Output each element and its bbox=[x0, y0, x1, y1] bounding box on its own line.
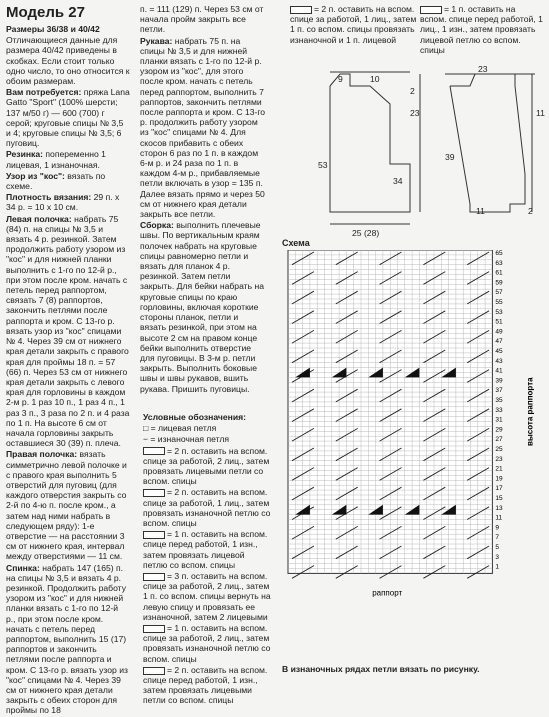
cable-symbol-icon bbox=[420, 6, 442, 14]
row-number: 1 bbox=[495, 563, 500, 571]
paragraph-text: набрать 75 п. на спицы № 3,5 и для нижней планки вязать с 1-го по 12-й р. узором из "кос", для этого после кром. начать с петель перед раппортом, выполнить 7 раппортов, закончить петлями после раппорта и кром. С 13-го р. продолжить работу узором из "кос" спицами № 4. Для скосов прибавить с обеих сторон 6 раз по 1 п. в каждом 6-м р. и 24 раза по 1 п. в каждом 4-м р., прибавляемые петли включать в узор = 135 п. Далее вязать прямо и через 50 см от нижнего края детали закрыть все петли. bbox=[140, 35, 266, 220]
row-number: 39 bbox=[495, 377, 503, 385]
rapport-height-label: высота раппорта bbox=[525, 377, 535, 446]
paragraph bbox=[140, 36, 266, 220]
dim-label: 11 bbox=[536, 108, 545, 118]
legend-text: − = изнаночная петля bbox=[143, 434, 230, 445]
legend-text: = 3 п. оставить на вспом. спице за работой, 2 лиц., затем 1 п. со вспом. спицы вернуть на левую спицу и провязать ее изнаночной, затем 2 лицевыми bbox=[143, 571, 271, 622]
row-number: 17 bbox=[495, 485, 503, 493]
paragraph bbox=[140, 4, 266, 35]
instructions-column-1 bbox=[6, 24, 130, 717]
row-number: 61 bbox=[495, 269, 503, 277]
paragraph-heading: Сборка: bbox=[140, 220, 174, 231]
legend-text: = 2 п. оставить на вспом. спице за работой, 2 лиц., затем провязать лицевыми петли со вспом. спицы bbox=[143, 445, 270, 487]
legend bbox=[143, 412, 271, 707]
row-number: 55 bbox=[495, 299, 503, 306]
row-number: 21 bbox=[495, 465, 503, 473]
row-number: 47 bbox=[495, 338, 503, 346]
paragraph bbox=[6, 87, 130, 148]
row-number: 23 bbox=[495, 455, 503, 463]
paragraph-text: вязать по схеме. bbox=[6, 170, 106, 192]
paragraph bbox=[6, 449, 130, 561]
row-number: 31 bbox=[495, 416, 503, 424]
footnote: В изнаночных рядах петли вязать по рисунку. bbox=[282, 664, 480, 674]
legend-item bbox=[143, 529, 271, 570]
row-number: 41 bbox=[495, 367, 503, 375]
paragraph-heading: Правая полочка: bbox=[6, 449, 78, 460]
row-number: 7 bbox=[495, 534, 500, 542]
paragraph-text: набрать 75 (84) п. на спицы № 3,5 и вязать 4 р. резинкой. Затем продолжить работу узором из "кос" и для нижней планки выполнить с 1-го по 12-й р., при этом после кром. начать с петель перед раппортом, связать 7 (8) раппортов, закончить петлями после раппорта и кром. С 13-го р. вязать узор из "кос" спицами № 4. Через 39 см от нижнего края детали закрыть с правого края для проймы 18 п. = 57 (66) п. Через 53 см от нижнего края детали закрыть с левого края для горловины в каждом 2-м р. 1 раз 10 п., 1 раз 4 п., 1 раз 3 п., 3 раза по 2 п. и 4 раза по 1 п. На высоте 6 см от начала горловины закрыть оставшиеся 30 (39) п. плеча. bbox=[6, 213, 130, 449]
legend-title: Условные обозначения: bbox=[143, 412, 246, 422]
row-number: 65 bbox=[495, 250, 503, 257]
legend-text: = 2 п. оставить на вспом. спице перед работой, 1 изн., затем провязать лицевыми петли со вспом. спицы bbox=[143, 664, 268, 706]
row-number: 9 bbox=[495, 524, 500, 532]
paragraph-heading: Рукава: bbox=[140, 35, 173, 46]
paragraph-text: вязать симметрично левой полочке и с правого края выполнить 5 отверстий для пуговиц (для каждого отверстия закрыть со 2-й по 4-ю п. после кром., а затем над ними набрать в следующем ряду): 1-е отверстие — на расстоянии 3 см от нижнего края, интервал между отверстиями — 11 см. bbox=[6, 449, 127, 562]
cable-symbol-icon bbox=[143, 573, 165, 581]
dim-label: 23 bbox=[410, 108, 420, 118]
dim-label: 11 bbox=[476, 206, 485, 216]
row-number: 27 bbox=[495, 436, 503, 444]
row-number: 59 bbox=[495, 279, 503, 287]
row-number: 49 bbox=[495, 328, 503, 336]
legend-text: = 1 п. оставить на вспом. спице перед работой, 1 изн., затем провязать лицевой петлю со вспом. спицы bbox=[143, 529, 268, 570]
row-number: 63 bbox=[495, 259, 503, 267]
paragraph-text: выполнить плечевые швы. По вертикальным краям полочек набрать на круговые спицы равномерно петли и вязать для планок 4 р. резинкой. Затем петли закрыть. Для бейки набрать на круговые спицы по краю горловины, включая короткие стороны планок, петли и вязать резинкой, при этом на высоте 2 см на правом конце бейки выполнить отверстие для пуговицы. В 3-м р. петли закрыть. Выполнить боковые швы и швы рукавов, вшить рукава. Пришить пуговицы. bbox=[140, 220, 264, 394]
row-number: 15 bbox=[495, 495, 503, 502]
row-number: 13 bbox=[495, 504, 503, 512]
paragraph-text: п. = 111 (129) п. Через 53 см от начала пройм закрыть все петли. bbox=[140, 4, 264, 35]
legend-item bbox=[143, 571, 271, 622]
legend-text: □ = лицевая петля bbox=[143, 423, 217, 434]
cable-symbol-icon bbox=[143, 489, 165, 497]
row-number: 45 bbox=[495, 348, 503, 355]
cable-symbol-icon bbox=[143, 667, 165, 675]
paragraph-text: попеременно 1 лицевая, 1 изнаночная. bbox=[6, 149, 106, 170]
row-number: 19 bbox=[495, 475, 503, 483]
paragraph bbox=[6, 149, 130, 169]
cable-symbol-icon bbox=[143, 625, 165, 633]
paragraph-heading: Спинка: bbox=[6, 562, 40, 573]
page-title: Модель 27 bbox=[6, 4, 85, 21]
row-number: 37 bbox=[495, 387, 503, 395]
dim-label: 53 bbox=[318, 160, 328, 170]
paragraph-heading: Левая полочка: bbox=[6, 213, 72, 224]
paragraph bbox=[6, 563, 130, 716]
rapport-label: раппорт bbox=[372, 588, 403, 598]
paragraph bbox=[6, 35, 130, 86]
paragraph bbox=[140, 220, 266, 393]
knitting-chart bbox=[282, 250, 547, 662]
row-number: 3 bbox=[495, 553, 500, 561]
paragraph-heading: Резинка: bbox=[6, 149, 43, 160]
dim-label: 25 (28) bbox=[352, 228, 380, 238]
cable-symbol-icon bbox=[143, 447, 165, 455]
chart-heading: Схема bbox=[282, 238, 310, 248]
paragraph bbox=[6, 214, 130, 449]
legend-item bbox=[143, 423, 271, 433]
pattern-schematic bbox=[300, 64, 545, 244]
paragraph bbox=[6, 171, 130, 191]
legend-item bbox=[143, 665, 271, 706]
legend-top-2: = 1 п. оставить на вспом. спице перед работой, 1 лиц., 1 изн., затем провязать лицевой петлю со вспом. спицы bbox=[420, 4, 543, 55]
column-2-text bbox=[140, 4, 266, 394]
paragraph-text: пряжа Lana Gatto "Sport" (100% шерсти; 137 м/50 г) — 600 (700) г серой; круговые спицы № 3,5 и 4; круговые спицы № 3,5; 6 пуговиц. bbox=[6, 87, 130, 149]
paragraph-text: 29 п. x 34 р. = 10 x 10 см. bbox=[6, 192, 120, 213]
paragraph-text: Отличающиеся данные для размера 40/42 приведены в скобках. Если стоит только одно число, то оно относится к обоим размерам. bbox=[6, 35, 130, 87]
row-number: 25 bbox=[495, 446, 503, 453]
dim-label: 2 bbox=[528, 206, 533, 216]
dim-label: 9 bbox=[338, 74, 343, 84]
row-number: 11 bbox=[495, 514, 503, 522]
dim-label: 34 bbox=[393, 176, 403, 186]
paragraph-heading: Вам потребуется: bbox=[6, 87, 82, 98]
column-1-text bbox=[6, 35, 130, 715]
dim-label: 2 bbox=[410, 86, 415, 96]
legend-item bbox=[143, 487, 271, 528]
row-number: 35 bbox=[495, 397, 503, 404]
row-number: 57 bbox=[495, 289, 503, 297]
legend-text: = 1 п. оставить на вспом. спице за работой, 2 лиц., затем провязать изнаночной петлю со вспом. спицы bbox=[143, 623, 271, 664]
cable-symbol-icon bbox=[143, 531, 165, 539]
cable-symbol-icon bbox=[290, 6, 312, 14]
legend-item bbox=[143, 446, 271, 487]
row-number: 29 bbox=[495, 426, 503, 434]
legend-top-1: = 2 п. оставить на вспом. спице за работой, 1 лиц., затем 1 п. со вспом. спицы провязать изнаночной и 1 п. лицевой bbox=[290, 4, 417, 45]
dim-label: 23 bbox=[478, 64, 488, 74]
legend-text: = 2 п. оставить на вспом. спице за работой, 1 лиц., затем провязать изнаночной петлю со вспом. спицы bbox=[143, 487, 271, 529]
row-number: 51 bbox=[495, 318, 503, 326]
row-number: 5 bbox=[495, 544, 500, 551]
paragraph-heading: Плотность вязания: bbox=[6, 192, 92, 203]
dim-label: 39 bbox=[445, 152, 455, 162]
row-number: 33 bbox=[495, 406, 503, 414]
paragraph-heading: Узор из "кос": bbox=[6, 170, 65, 181]
legend-item bbox=[143, 434, 271, 444]
paragraph bbox=[6, 192, 130, 212]
row-number: 53 bbox=[495, 308, 503, 316]
paragraph-text: набрать 147 (165) п. на спицы № 3,5 и вязать 4 р. резинкой. Продолжить работу узором из "кос" и для нижней планки вязать с 1-го по 12-й р., при этом после кром. начать с петель перед раппортом, выполнить 15 (17) раппортов и закончить петлями после раппорта и кром. С 13-го р. вязать узор из "кос" спицами № 4. Через 39 см от нижнего края детали закрыть с обеих сторон для проймы по 18 bbox=[6, 562, 128, 716]
row-number: 43 bbox=[495, 357, 503, 365]
dim-label: 10 bbox=[370, 74, 380, 84]
sizes-heading: Размеры 36/38 и 40/42 bbox=[6, 24, 100, 34]
legend-item bbox=[143, 623, 271, 664]
legend-items bbox=[143, 423, 271, 705]
instructions-column-2 bbox=[140, 4, 266, 395]
